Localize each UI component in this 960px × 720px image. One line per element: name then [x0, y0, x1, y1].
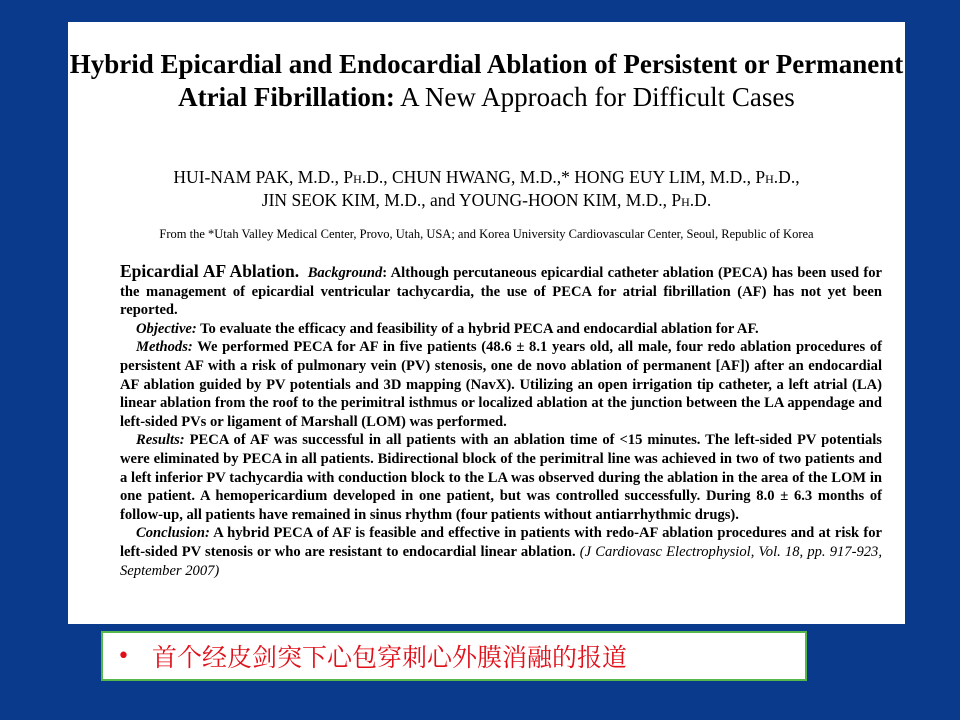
- results-label: Results:: [136, 432, 185, 449]
- author-2-3: , CHUN HWANG, M.D.,* HONG EUY LIM, M.D.,: [383, 167, 756, 187]
- author-1: HUI-NAM PAK, M.D.,: [173, 167, 344, 187]
- author-list: [68, 166, 905, 212]
- bullet-note-box: [101, 631, 807, 681]
- background-text: : Although percutaneous epicardial catheter ablation (PECA) has been used for the management of epicardial ventricular tachycardia, the use of PECA for atrial fibrillation (AF) has not yet been reported.: [120, 265, 882, 319]
- citation: (J Cardiovasc Electrophysiol, Vol. 18, pp. 917-923, September 2007): [120, 543, 882, 579]
- title-regular: A New Approach for Difficult Cases: [394, 82, 795, 112]
- abstract-lead: Epicardial AF Ablation.: [120, 261, 300, 281]
- objective-label: Objective:: [136, 320, 197, 337]
- abstract: [120, 262, 882, 580]
- author-1-degree: Ph.D.: [343, 167, 384, 187]
- conclusion-label: Conclusion:: [136, 525, 210, 542]
- authors-line-2: [68, 189, 905, 212]
- author-3-degree: Ph.D.: [755, 167, 796, 187]
- author-4-5: JIN SEOK KIM, M.D., and YOUNG-HOON KIM, M.D.,: [261, 190, 672, 210]
- title-bold: Hybrid Epicardial and Endocardial Ablation of Persistent or Permanent Atrial Fibrillation:: [69, 49, 904, 112]
- authors-line-1: [68, 166, 905, 189]
- bullet-icon: •: [117, 643, 130, 669]
- abstract-objective: [120, 320, 882, 339]
- background-label: Background: [307, 265, 383, 281]
- article-title: [68, 48, 905, 114]
- abstract-conclusion: [120, 524, 882, 580]
- abstract-methods: [120, 338, 882, 431]
- bullet-text: 首个经皮剑突下心包穿刺心外膜消融的报道: [151, 643, 627, 672]
- abstract-results: [120, 431, 882, 524]
- affiliation: From the *Utah Valley Medical Center, Provo, Utah, USA; and Korea University Cardiovascular Center, Seoul, Republic of Korea: [159, 227, 814, 241]
- author-5-degree: Ph.D.: [671, 190, 712, 210]
- objective-text: To evaluate the efficacy and feasibility of a hybrid PECA and endocardial ablation for AF.: [196, 320, 759, 337]
- methods-label: Methods:: [136, 339, 193, 356]
- methods-text: We performed PECA for AF in five patients (48.6 ± 8.1 years old, all male, four redo ablation procedures of persistent AF with a risk of pulmonary vein (PV) stenosis, one de novo ablation of permanent [AF]) after an endocardial AF ablation guided by PV potentials and 3D mapping (NavX). Utilizing an open irrigation tip catheter, a left atrial (LA) linear ablation from the roof to the perimitral isthmus or localized ablation at the junction between the LA appendage and left-sided PVs or ligament of Marshall (LOM) was performed.: [120, 339, 882, 430]
- abstract-background: [120, 262, 882, 320]
- conclusion-text: A hybrid PECA of AF is feasible and effective in patients with redo-AF ablation procedures and at risk for left-sided PV stenosis or who are resistant to endocardial linear ablation.: [120, 525, 882, 560]
- author-line-1-end: ,: [795, 167, 800, 187]
- paper-page: [68, 22, 905, 624]
- results-text: PECA of AF was successful in all patients with an ablation time of <15 minutes. The left-sided PV potentials were eliminated by PECA in all patients. Bidirectional block of the perimitral line was achieved in two of two patients and a left inferior PV tachycardia with conduction block to the LA was observed during the ablation in the area of the LOM in one patient. A hemopericardium developed in one patient, but was controlled successfully. During 8.0 ± 6.3 months of follow-up, all patients have remained in sinus rhythm (four patients without antiarrhythmic drugs).: [120, 432, 882, 523]
